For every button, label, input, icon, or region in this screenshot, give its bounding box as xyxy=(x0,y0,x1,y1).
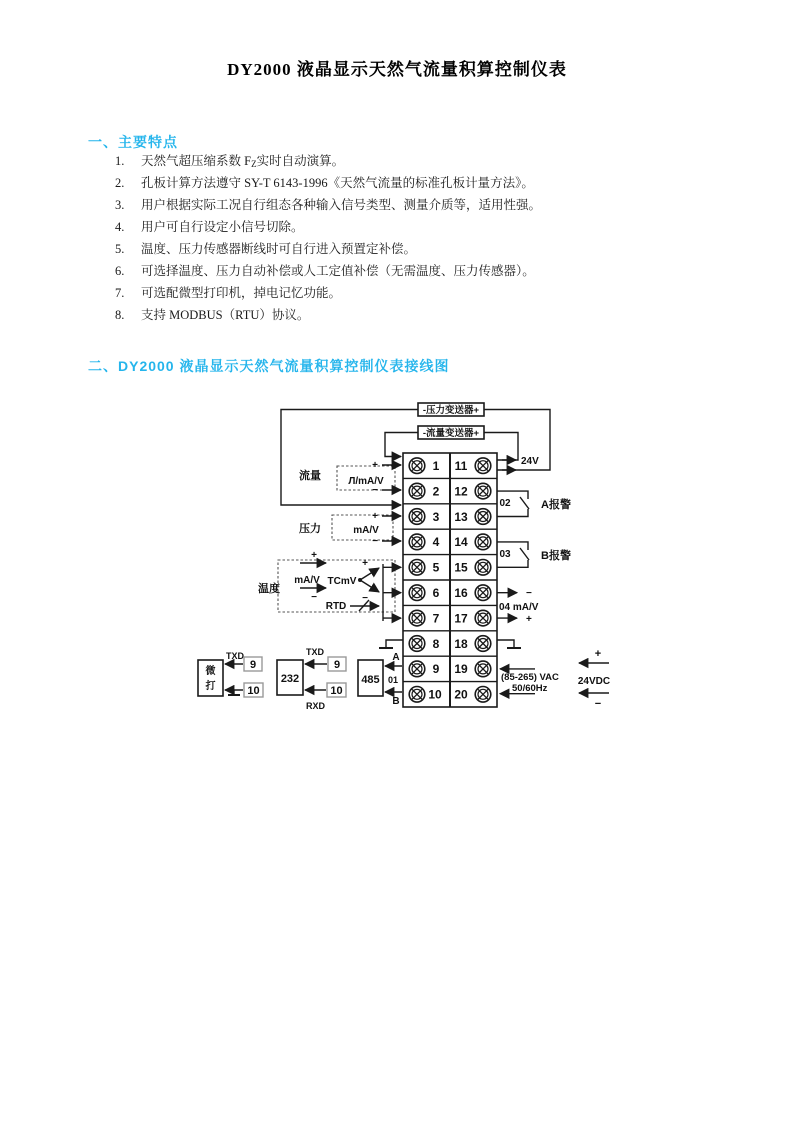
temperature-signal-label: mA/V xyxy=(294,575,320,586)
pressure-signal-label: mA/V xyxy=(353,525,379,536)
plus-sign: + xyxy=(594,648,602,660)
section-heading-features: 一、主要特点 xyxy=(88,134,178,150)
rs232-option-group xyxy=(277,647,346,711)
terminal-10-ref: 10 xyxy=(330,685,343,697)
relay-a-number: 02 xyxy=(499,498,511,509)
rs232-label: 232 xyxy=(280,673,300,685)
wiring-diagram xyxy=(190,393,620,723)
terminal-number: 5 xyxy=(432,560,440,575)
plus-sign: + xyxy=(311,550,317,561)
terminal-number: 10 xyxy=(428,687,442,702)
plus-sign: + xyxy=(362,558,368,569)
list-item xyxy=(115,150,715,172)
terminal-number: 17 xyxy=(454,611,468,626)
txd-label: TXD xyxy=(226,651,244,661)
list-item-text: 温度、压力传感器断线时可自行进入预置定补偿。 xyxy=(141,242,417,256)
terminal-number: 16 xyxy=(454,586,468,600)
list-item-number: 4. xyxy=(115,220,125,234)
rtd-label: RTD xyxy=(325,601,347,612)
list-item-text: 可选配微型打印机，掉电记忆功能。 xyxy=(141,286,342,300)
minus-sign: − xyxy=(372,485,378,496)
list-item-number: 1. xyxy=(115,154,125,168)
list-item xyxy=(115,172,715,194)
ground-symbol-right xyxy=(497,640,521,648)
terminal-number: 3 xyxy=(432,509,440,524)
txd-label: TXD xyxy=(306,647,324,657)
section-heading-wiring: 二、DY2000 液晶显示天然气流量积算控制仪表接线图 xyxy=(88,358,450,374)
pressure-transmitter-label: -压力变送器+ xyxy=(422,405,480,416)
relay-b-group xyxy=(497,542,571,567)
list-item-number: 6. xyxy=(115,264,125,278)
terminal-number: 14 xyxy=(454,535,468,550)
relay-b-number: 03 xyxy=(499,549,511,560)
temperature-label: 温度 xyxy=(258,583,280,595)
thermocouple-label: TCmV xyxy=(327,576,357,587)
minus-sign: − xyxy=(362,593,368,604)
flow-transmitter-label: -流量变送器+ xyxy=(422,428,480,439)
feature-list xyxy=(115,150,715,326)
temperature-input-group xyxy=(258,550,401,621)
terminal-10-ref: 10 xyxy=(247,685,260,697)
minus-sign: − xyxy=(372,536,378,547)
list-item-text: 用户可自行设定小信号切除。 xyxy=(141,220,304,234)
terminal-number: 1 xyxy=(432,459,440,473)
relay-a-label: A报警 xyxy=(541,499,571,511)
terminal-number: 20 xyxy=(454,687,468,702)
list-item-number: 8. xyxy=(115,308,125,322)
terminal-9-ref: 9 xyxy=(333,659,341,671)
list-item xyxy=(115,194,715,216)
analog-output-group xyxy=(497,588,539,625)
list-item-number: 5. xyxy=(115,242,125,256)
plus-sign: + xyxy=(372,511,378,522)
printer-label: 微 xyxy=(205,666,216,677)
list-item-text: 可选择温度、压力自动补偿或人工定值补偿（无需温度、压力传感器）。 xyxy=(141,264,535,278)
terminal-block xyxy=(403,453,497,707)
list-item-number: 7. xyxy=(115,286,125,300)
pressure-transmitter-box xyxy=(418,403,484,416)
relay-a-group xyxy=(497,491,571,516)
list-item-text: 孔板计算方法遵守 SY-T 6143-1996《天然气流量的标准孔板计量方法》。 xyxy=(141,176,534,190)
terminal-number: 8 xyxy=(432,636,440,651)
rs485-b-label: B xyxy=(392,696,400,707)
minus-sign: − xyxy=(526,588,532,599)
list-item-subscript: Z xyxy=(251,158,257,169)
terminal-number: 6 xyxy=(432,586,440,600)
ground-symbol-left xyxy=(379,640,403,648)
terminal-number: 2 xyxy=(432,484,440,499)
pressure-label: 压力 xyxy=(299,523,321,535)
24v-label: 24V xyxy=(521,456,539,467)
list-item xyxy=(115,260,715,282)
pressure-input-group xyxy=(299,511,401,547)
minus-sign: − xyxy=(594,698,602,710)
terminal-number: 19 xyxy=(454,662,468,677)
terminal-number: 11 xyxy=(454,459,468,473)
dc-power-group xyxy=(578,648,610,710)
rs485-option-group xyxy=(358,652,402,707)
vdc-label: 24VDC xyxy=(577,676,611,687)
printer-option-group xyxy=(198,651,263,697)
output-4-label: 04 mA/V xyxy=(499,602,539,613)
page-title: DY2000 液晶显示天然气流量积算控制仪表 xyxy=(227,60,567,79)
rxd-label: RXD xyxy=(306,701,326,711)
minus-sign: − xyxy=(311,592,317,603)
terminal-9-ref: 9 xyxy=(249,659,257,671)
terminal-number: 12 xyxy=(454,484,468,499)
relay-b-label: B报警 xyxy=(541,550,571,562)
list-item-text: 天然气超压缩系数 F xyxy=(141,154,252,168)
plus-sign: + xyxy=(372,460,378,471)
hz-label: 50/60Hz xyxy=(512,683,548,694)
list-item xyxy=(115,216,715,238)
list-item xyxy=(115,282,715,304)
terminal-number: 4 xyxy=(432,535,440,550)
rs485-address-label: 01 xyxy=(387,675,399,685)
rs485-label: 485 xyxy=(361,674,380,686)
list-item-text: 实时自动演算。 xyxy=(256,154,345,168)
terminal-number: 18 xyxy=(454,636,468,651)
flow-label: 流量 xyxy=(299,470,321,482)
list-item-text: 支持 MODBUS（RTU）协议。 xyxy=(141,308,310,322)
vac-label: (85-265) VAC xyxy=(501,672,559,683)
ac-power-group xyxy=(500,669,559,694)
terminal-number: 15 xyxy=(454,560,468,575)
list-item xyxy=(115,304,715,326)
flow-transmitter-box xyxy=(418,426,484,439)
flow-signal-label: Л/mA/V xyxy=(348,476,384,487)
list-item-number: 2. xyxy=(115,176,125,190)
terminal-number: 9 xyxy=(432,662,440,677)
plus-sign: + xyxy=(526,614,532,625)
rs485-a-label: A xyxy=(392,652,400,663)
printer-label: 打 xyxy=(205,681,216,692)
list-item-number: 3. xyxy=(115,198,125,212)
list-item-text: 用户根据实际工况自行组态各种输入信号类型、测量介质等，适用性强。 xyxy=(141,198,542,212)
flow-input-group xyxy=(299,460,401,496)
list-item xyxy=(115,238,715,260)
terminal-number: 7 xyxy=(432,611,440,626)
terminal-number: 13 xyxy=(454,509,468,524)
